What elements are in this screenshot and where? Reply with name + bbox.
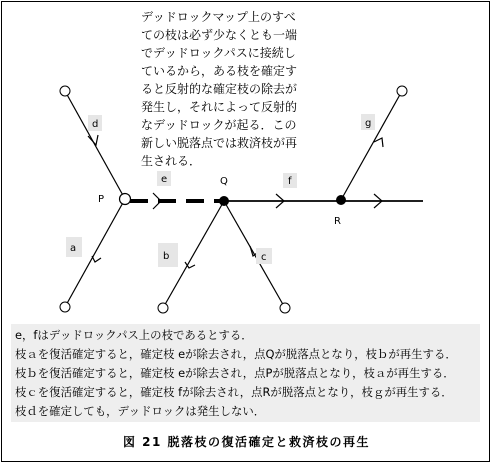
node-R: [336, 195, 346, 205]
label-edge-a: a: [70, 243, 77, 254]
explanation-line: 枝ａを復活確定すると，確定枝 eが除去され，点Qが脱落点となり，枝ｂが再生する．: [15, 347, 457, 361]
edge-d-line: [65, 91, 125, 199]
label-edge-f: f: [288, 176, 292, 187]
label-edge-e: e: [161, 174, 168, 185]
node-P: [120, 194, 131, 205]
figure-caption: 図 21 脱落枝の復活確定と救済枝の再生: [122, 435, 371, 449]
label-edge-g: g: [365, 118, 372, 129]
terminal-node-b: [158, 303, 168, 313]
label-node-P: P: [98, 194, 105, 205]
terminal-node-a: [60, 302, 70, 312]
label-edge-d: d: [92, 119, 99, 130]
explanation-box: [11, 324, 480, 422]
explanation-line: 枝ｂを復活確定すると，確定枝 eが除去され，点Pが脱落点となり，枝ａが再生する．: [15, 366, 455, 380]
terminal-node-g: [397, 86, 407, 96]
label-edge-c: c: [261, 252, 267, 263]
node-Q: [219, 196, 229, 206]
explanation-line: e，fはデッドロックパス上の枝であるとする．: [15, 328, 253, 342]
arrow-d-icon: [88, 135, 98, 145]
terminal-node-c: [280, 303, 290, 313]
label-node-R: R: [334, 216, 341, 227]
explanation-line: 枝ｄを確定しても，デッドロックは発生しない．: [15, 404, 266, 418]
intro-paragraph: デッドロックマップ上のすべての枝は必ず少なくとも一端でデッドロックパスに接続しているから，ある枝を確定すると反射的な確定枝の除去が発生し，それによって反射的なデッドロックが起る．この新しい脱落点では救済枝が再生される．: [141, 10, 298, 168]
label-edge-b: b: [163, 251, 170, 262]
terminal-node-d: [60, 86, 70, 96]
label-node-Q: Q: [220, 176, 228, 187]
explanation-line: 枝ｃを復活確定すると，確定枝 fが除去され，点Rが脱落点となり，枝ｇが再生する．: [15, 385, 453, 399]
edge-g-line: [341, 91, 402, 200]
